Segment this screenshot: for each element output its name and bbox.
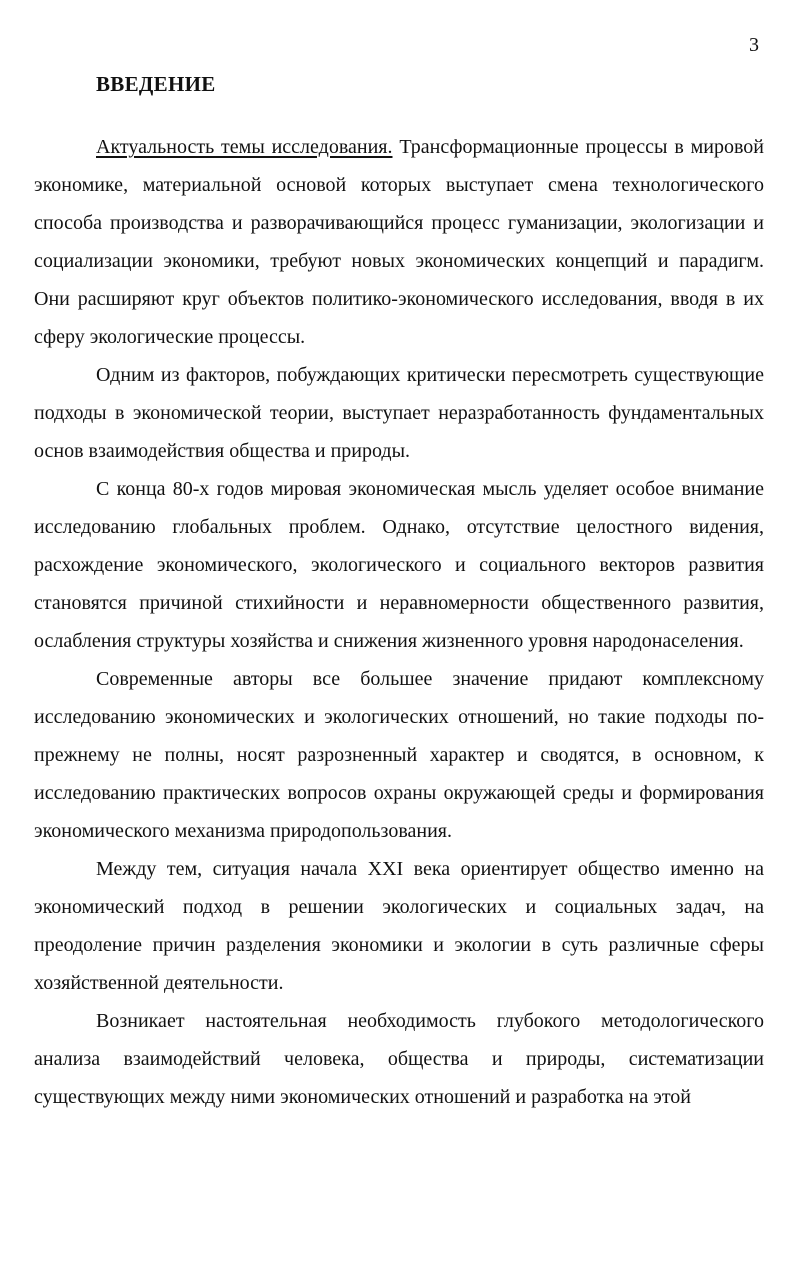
paragraph-3: С конца 80-х годов мировая экономическая мысль уделяет особое внимание исследованию глобальных проблем. Однако, отсутствие целостного видения, расхождение экономического, экологического и социального векторов развития становятся причиной стихийности и неравномерности общественного развития, ослабления структуры хозяйства и снижения жизненного уровня народонаселения.	[34, 478, 764, 652]
paragraph-2: Одним из факторов, побуждающих критически пересмотреть существующие подходы в экономической теории, выступает неразработанность фундаментальных основ взаимодействия общества и природы.	[34, 364, 764, 462]
section-heading: ВВЕДЕНИЕ	[96, 72, 216, 96]
body-text	[34, 128, 764, 1116]
paragraph-1	[34, 128, 764, 356]
relevance-lead: Актуальность темы исследования.	[96, 136, 393, 158]
paragraph-5: Между тем, ситуация начала XXI века ориентирует общество именно на экономический подход в решении экологических и социальных задач, на преодоление причин разделения экономики и экологии в суть различные сферы хозяйственной деятельности.	[34, 858, 764, 994]
paragraph-4: Современные авторы все большее значение придают комплексному исследованию экономических и экологических отношений, но такие подходы по-прежнему не полны, носят разрозненный характер и сводятся, в основном, к исследованию практических вопросов охраны окружающей среды и формирования экономического механизма природопользования.	[34, 668, 764, 842]
paragraph-6: Возникает настоятельная необходимость глубокого методологического анализа взаимодействий человека, общества и природы, систематизации существующих между ними экономических отношений и разработка на этой	[34, 1010, 764, 1108]
page-number: 3	[749, 34, 759, 56]
paragraph-1-text: Трансформационные процессы в мировой экономике, материальной основой которых выступает смена технологического способа производства и разворачивающийся процесс гуманизации, экологизации и социализации экономики, требуют новых экономических концепций и парадигм. Они расширяют круг объектов политико-экономического исследования, вводя в их сферу экологические процессы.	[34, 136, 764, 348]
